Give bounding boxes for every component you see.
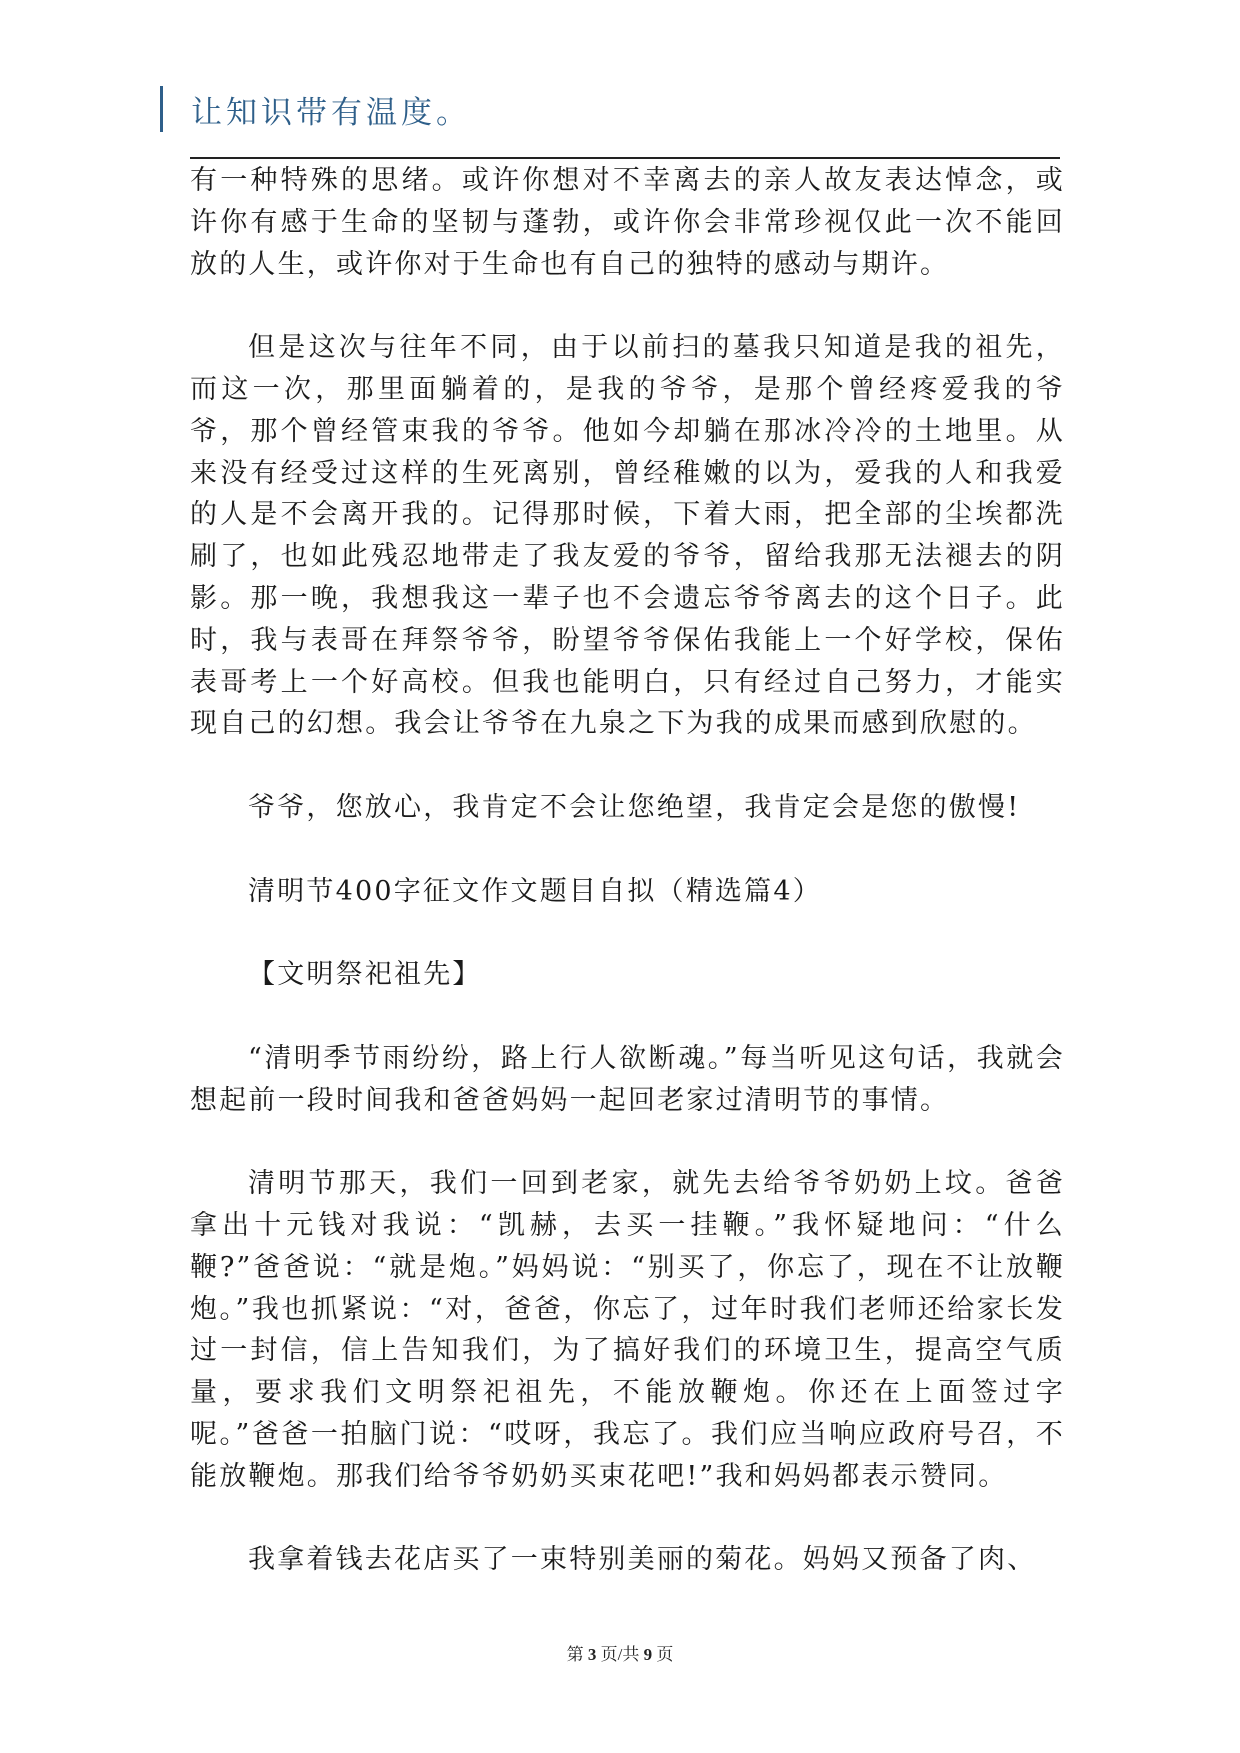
header-accent-bar [160, 86, 163, 132]
section-subtitle: 【文明祭祀祖先】 [248, 959, 482, 991]
footer-middle: 页/共 [600, 1645, 640, 1664]
page-footer [0, 1640, 1240, 1665]
section-title: 清明节400字征文作文题目自拟（精选篇4） [248, 875, 822, 907]
paragraph: 有一种特殊的思绪。或许你想对不幸离去的亲人故友表达悼念，或许你有感于生命的坚韧与蓬勃，或许你会非常珍视仅此一次不能回放的人生，或许你对于生命也有自己的独特的感动与期许。 [190, 165, 1065, 280]
header-title: 让知识带有温度。 [191, 94, 471, 131]
paragraph: “清明季节雨纷纷，路上行人欲断魂。”每当听见这句话，我就会想起前一段时间我和爸爸妈妈一起回老家过清明节的事情。 [190, 1042, 1065, 1116]
document-body [190, 160, 1065, 1623]
footer-total-pages: 9 [643, 1645, 653, 1664]
paragraph: 我拿着钱去花店买了一束特别美丽的菊花。妈妈又预备了肉、 [248, 1544, 1037, 1576]
paragraph: 但是这次与往年不同，由于以前扫的墓我只知道是我的祖先，而这一次，那里面躺着的，是我的爷爷，是那个曾经疼爱我的爷爷，那个曾经管束我的爷爷。他如今却躺在那冰冷冷的土地里。从来没有经受过这样的生死离别，曾经稚嫩的以为，爱我的人和我爱的人是不会离开我的。记得那时候，下着大雨，把全部的尘埃都洗刷了，也如此残忍地带走了我友爱的爷爷，留给我那无法褪去的阴影。那一晚，我想我这一辈子也不会遗忘爷爷离去的这个日子。此时，我与表哥在拜祭爷爷，盼望爷爷保佑我能上一个好学校，保佑表哥考上一个好高校。但我也能明白，只有经过自己努力，才能实现自己的幻想。我会让爷爷在九泉之下为我的成果而感到欣慰的。 [190, 332, 1065, 740]
footer-prefix: 第 [566, 1645, 584, 1664]
header-divider [190, 157, 1060, 159]
footer-page-number: 3 [587, 1645, 597, 1664]
paragraph: 爷爷，您放心，我肯定不会让您绝望，我肯定会是您的傲慢! [248, 791, 1021, 823]
footer-suffix: 页 [656, 1645, 674, 1664]
page-header [160, 86, 471, 132]
paragraph: 清明节那天，我们一回到老家，就先去给爷爷奶奶上坟。爸爸拿出十元钱对我说：“凯赫，去买一挂鞭。”我怀疑地问：“什么鞭?”爸爸说：“就是炮。”妈妈说：“别买了，你忘了，现在不让放鞭炮。”我也抓紧说：“对，爸爸，你忘了，过年时我们老师还给家长发过一封信，信上告知我们，为了搞好我们的环境卫生，提高空气质量，要求我们文明祭祀祖先，不能放鞭炮。你还在上面签过字呢。”爸爸一拍脑门说：“哎呀，我忘了。我们应当响应政府号召，不能放鞭炮。那我们给爷爷奶奶买束花吧!”我和妈妈都表示赞同。 [190, 1168, 1065, 1492]
